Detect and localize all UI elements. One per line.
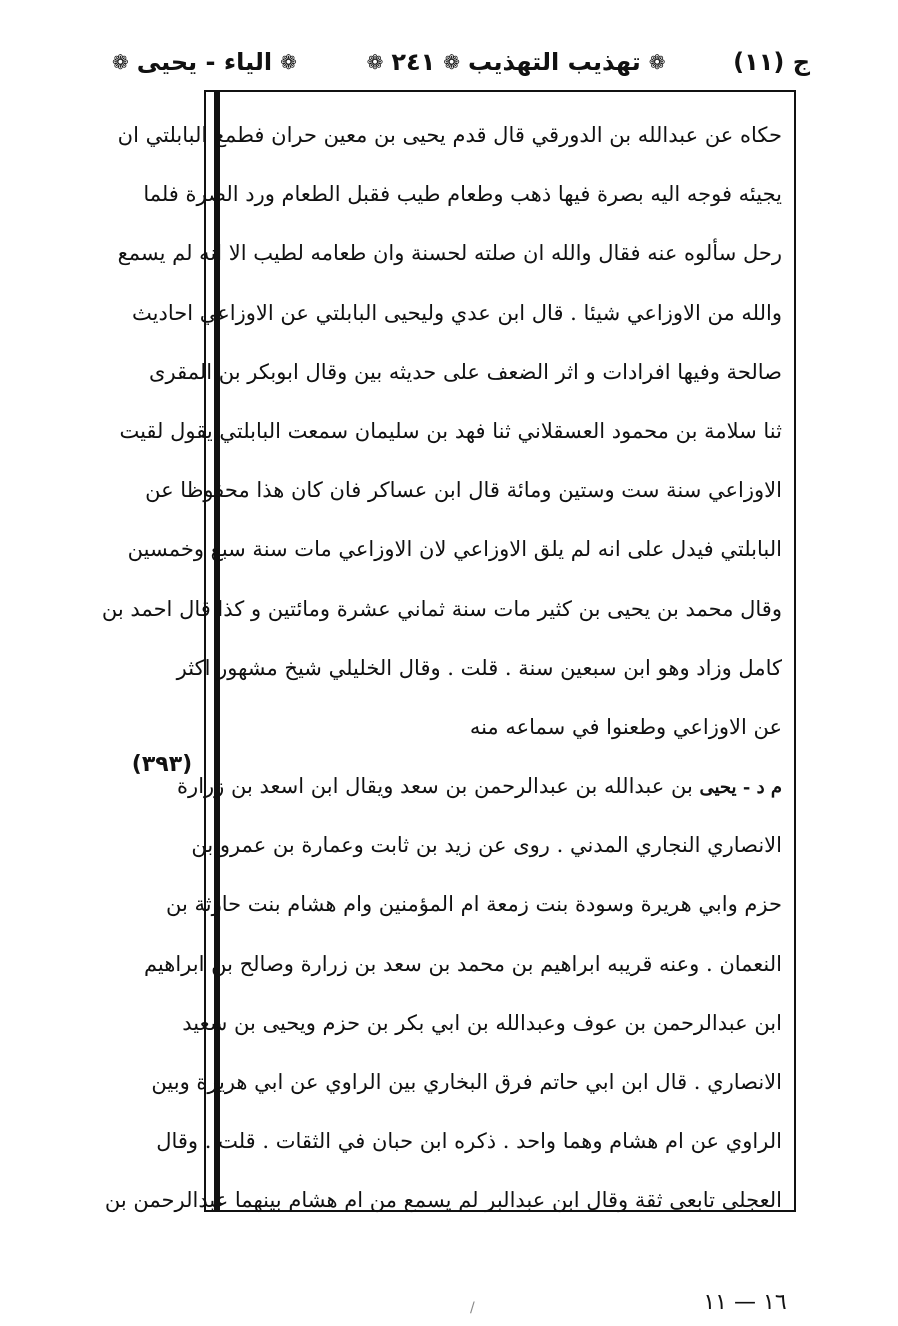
text-line: الاوزاعي سنة ست وستين ومائة قال ابن عساكر فان كان هذا محفوظا عن xyxy=(145,478,782,503)
entry-line: النعمان . وعنه قريبه ابراهيم بن محمد بن سعد بن زرارة وصالح بن ابراهيم xyxy=(143,951,782,976)
section-title: الياء - يحيى xyxy=(136,48,273,76)
text-line: والله من الاوزاعي شيئا . قال ابن عدي وليحيى البابلتي عن الاوزاعي احاديث xyxy=(132,300,782,325)
volume-label: ج (۱۱) xyxy=(733,48,810,76)
page-header xyxy=(110,44,810,80)
header-center xyxy=(365,48,668,76)
ornament-icon: ❁ xyxy=(443,50,461,74)
entry-number: (۳۹۳) xyxy=(131,752,193,777)
signature-mark: ۱٦ — ۱۱ xyxy=(703,1290,787,1315)
entry-marker: م د - يحيى xyxy=(699,777,782,799)
entry-line: الانصاري . قال ابن ابي حاتم فرق البخاري بين الراوي عن ابي هريرة وبين xyxy=(151,1070,782,1094)
ornament-icon: ❁ xyxy=(112,50,129,74)
entry-line: الراوي عن ام هشام وهما واحد . ذكره ابن حبان في الثقات . قلت . وقال xyxy=(156,1129,782,1154)
text-line: يجيئه فوجه اليه بصرة فيها ذهب وطعام طيب فقبل الطعام ورد الصرة فلما xyxy=(143,182,782,207)
text-line: ثنا سلامة بن محمود العسقلاني ثنا فهد بن سليمان سمعت البابلتي يقول لقيت xyxy=(119,418,782,443)
book-title: تهذيب التهذيب xyxy=(468,48,641,76)
text-line: عن الاوزاعي وطعنوا في سماعه منه xyxy=(469,714,782,739)
ornament-icon: ❁ xyxy=(280,50,297,74)
page-number: ۲٤۱ xyxy=(391,48,436,76)
text-line: رحل سألوه عنه فقال والله ان صلته لحسنة وان طعامه لطيب الا انه لم يسمع xyxy=(117,241,782,266)
header-section xyxy=(110,48,299,76)
stray-mark: / xyxy=(470,1300,475,1316)
text-line: حكاه عن عبدالله بن الدورقي قال قدم يحيى بن معين حران فطمع البابلتي ان xyxy=(117,123,782,147)
text-line: كامل وزاد وهو ابن سبعين سنة . قلت . وقال الخليلي شيخ مشهور اكثر xyxy=(176,655,782,680)
ornament-icon: ❁ xyxy=(366,50,384,74)
entry-line: حزم وابي هريرة وسودة بنت زمعة ام المؤمنين وام هشام بنت حارثة بن xyxy=(165,892,782,917)
entry-line: الانصاري النجاري المدني . روى عن زيد بن ثابت وعمارة بن عمرو بن xyxy=(191,833,782,858)
entry-line: ابن عبدالرحمن بن عوف وعبدالله بن ابي بكر بن حزم ويحيى بن سعيد xyxy=(182,1010,782,1035)
entry-heading-line xyxy=(177,757,782,816)
text-line: وقال محمد بن يحيى بن كثير مات سنة ثماني عشرة ومائتين و كذا قال احمد بن xyxy=(101,596,782,621)
entry-line: العجلي تابعي ثقة وقال ابن عبدالبر لم يسمع من ام هشام بينهما عبدالرحمن بن xyxy=(104,1188,782,1213)
entry-line: بن عبدالله بن عبدالرحمن بن سعد ويقال ابن اسعد بن زرارة xyxy=(177,774,693,799)
ornament-icon: ❁ xyxy=(648,50,666,74)
text-line: صالحة وفيها افرادات و اثر الضعف على حديثه بين وقال ابوبكر بن المقرى xyxy=(149,359,782,384)
text-line: البابلتي فيدل على انه لم يلق الاوزاعي لان الاوزاعي مات سنة سبع وخمسين xyxy=(127,537,782,562)
